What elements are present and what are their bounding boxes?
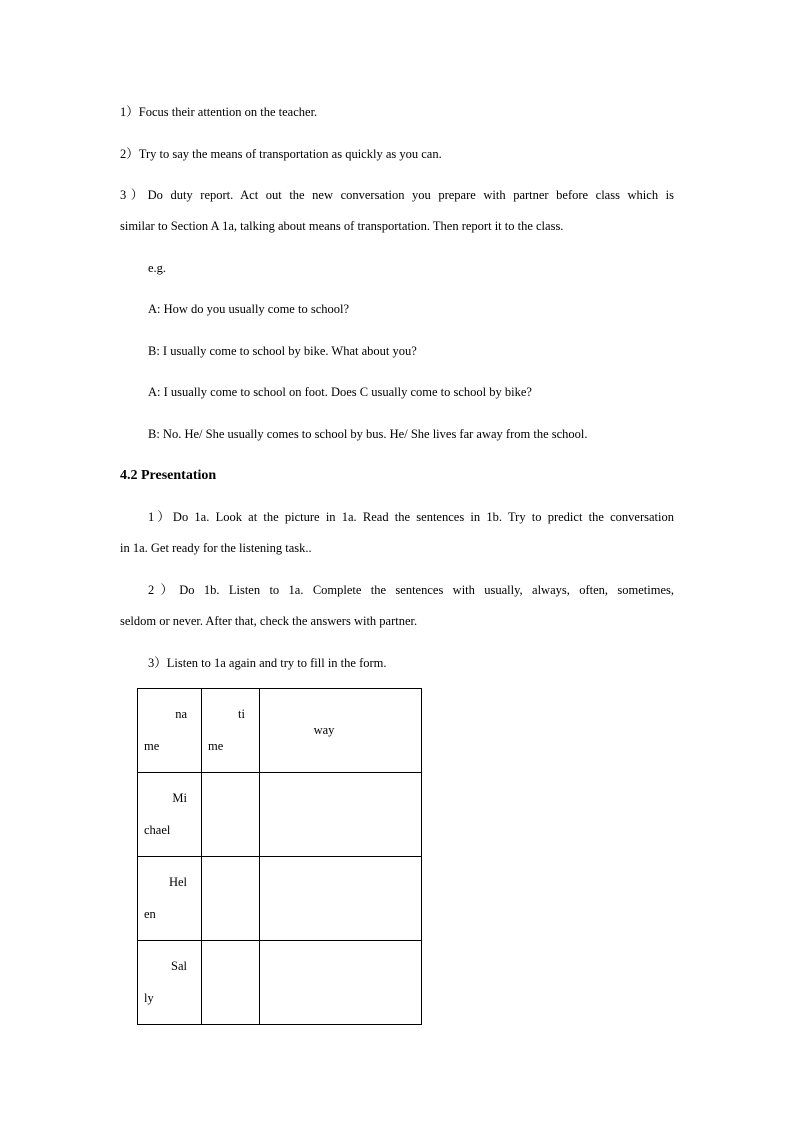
step-3-line-2: similar to Section A 1a, talking about means of transportation. Then report it to the class. <box>120 219 564 233</box>
row-time-cell[interactable] <box>202 857 260 941</box>
example-line: A: How do you usually come to school? <box>148 302 350 316</box>
example-line: B: No. He/ She usually comes to school by bus. He/ She lives far away from the school. <box>148 427 588 441</box>
row-time-cell[interactable] <box>202 941 260 1025</box>
row-time-cell[interactable] <box>202 773 260 857</box>
presentation-step-2-line-1: 2）Do 1b. Listen to 1a. Complete the sentences with usually, always, often, sometimes, <box>148 583 674 597</box>
step-1: 1）Focus their attention on the teacher. <box>120 105 318 119</box>
row-name-part1: Hel <box>168 875 187 889</box>
row-name-cell <box>138 941 202 1025</box>
example-label: e.g. <box>148 261 167 275</box>
table-row <box>138 941 422 1025</box>
row-way-cell[interactable] <box>260 857 422 941</box>
example-line: A: I usually come to school on foot. Does C usually come to school by bike? <box>148 385 532 399</box>
table-row <box>138 773 422 857</box>
example-line: B: I usually come to school by bike. What about you? <box>148 344 417 358</box>
row-name-part1: Mi <box>172 791 187 805</box>
header-name-part2: me <box>144 739 160 753</box>
row-name-part2: chael <box>144 823 171 837</box>
presentation-step-1-line-2: in 1a. Get ready for the listening task.. <box>120 541 312 555</box>
presentation-step-1-line-1: 1）Do 1a. Look at the picture in 1a. Read the sentences in 1b. Try to predict the conversation <box>148 510 674 524</box>
header-cell-name <box>138 689 202 773</box>
row-way-cell[interactable] <box>260 773 422 857</box>
section-heading: 4.2 Presentation <box>120 468 217 483</box>
header-cell-way: way <box>260 689 422 773</box>
presentation-step-2-line-2: seldom or never. After that, check the answers with partner. <box>120 614 418 628</box>
header-time-part2: me <box>208 739 224 753</box>
fill-in-form-table <box>137 688 422 1025</box>
row-name-part2: en <box>144 907 156 921</box>
header-time-part1: ti <box>238 707 245 721</box>
header-cell-time <box>202 689 260 773</box>
row-name-part2: ly <box>144 991 154 1005</box>
row-name-part1: Sal <box>171 959 187 973</box>
table-header-row <box>138 689 422 773</box>
table-row <box>138 857 422 941</box>
row-way-cell[interactable] <box>260 941 422 1025</box>
row-name-cell <box>138 857 202 941</box>
step-3-line-1: 3）Do duty report. Act out the new conversation you prepare with partner before class which is <box>120 188 674 202</box>
header-name-part1: na <box>175 707 187 721</box>
presentation-step-3: 3）Listen to 1a again and try to fill in the form. <box>148 656 387 670</box>
step-2: 2）Try to say the means of transportation as quickly as you can. <box>120 147 442 161</box>
row-name-cell <box>138 773 202 857</box>
